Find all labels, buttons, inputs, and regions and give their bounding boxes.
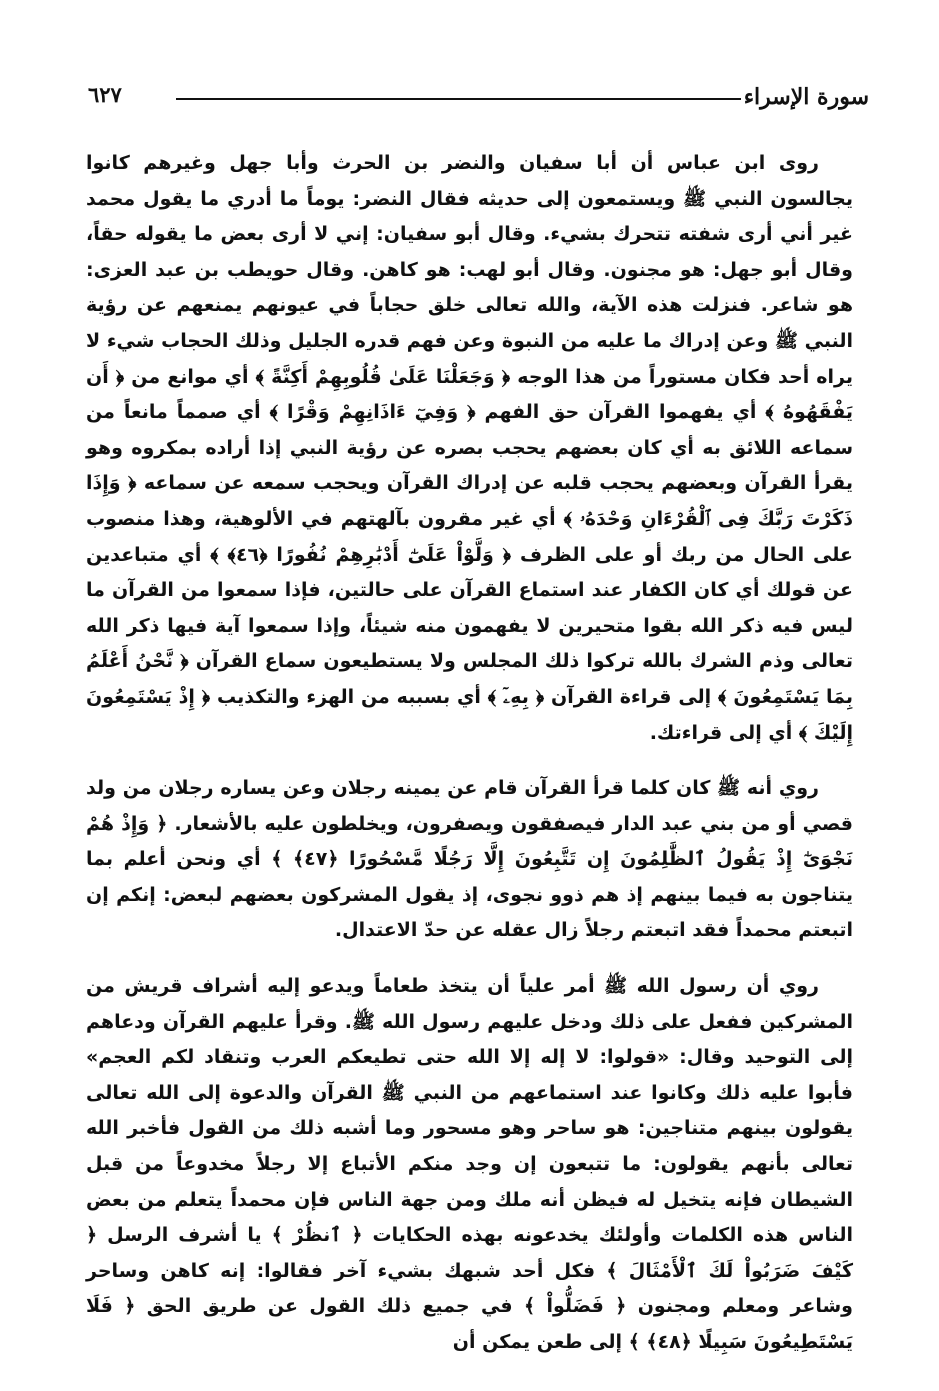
paragraph-3: روي أن رسول الله ﷺ أمر علياً أن يتخذ طعاماً ويدعو إليه أشراف قريش من المشركين ففعل على ذلك ودخل عليهم رسول الله ﷺ. وقرأ عليهم القرآن ودعاهم إلى التوحيد وقال: «قولوا: لا إله إلا الله حتى تطيعكم العرب وتنقاد لكم العجم» فأبوا عليه ذلك وكانوا عند استماعهم من النبي ﷺ القرآن والدعوة إلى الله تعالى يقولون بينهم متناجين: هو ساحر وهو مسحور وما أشبه ذلك من القول فأخبر الله تعالى بأنهم يقولون: ما تتبعون إن وجد منكم الأتباع إلا رجلاً مخدوعاً من قبل الشيطان فإنه يتخيل له فيظن أنه ملك ومن جهة الناس فإن محمداً يتعلم من بعض الناس هذه الكلمات وأولئك يخدعونه بهذه الحكايات ﴿ ٱنظُرْ ﴾ يا أشرف الرسل ﴿ كَيْفَ ضَرَبُواْ لَكَ ٱلْأَمْثَالَ ﴾ فكل أحد شبهك بشيء آخر فقالوا: إنه كاهن وساحر وشاعر ومعلم ومجنون ﴿ فَضَلُّواْ ﴾ في جميع ذلك القول عن طريق الحق ﴿ فَلَا يَسْتَطِيعُونَ سَبِيلًا ﴿٤٨﴾ ﴾ إلى طعن يمكن أن (86, 975, 853, 1353)
page-body (86, 146, 853, 1361)
header-rule (176, 98, 741, 100)
running-title: سورة الإسراء (743, 84, 869, 110)
page-header (88, 80, 869, 120)
paragraph-2: روي أنه ﷺ كان كلما قرأ القرآن قام عن يمينه رجلان وعن يساره رجلان من ولد قصي أو من بني عبد الدار فيصفقون ويصفرون، ويخلطون عليه بالأشعار. ﴿ وَإِذْ هُمْ نَجْوَىٰٓ إِذْ يَقُولُ ٱلظَّٰلِمُونَ إِن تَتَّبِعُونَ إِلَّا رَجُلًا مَّسْحُورًا ﴿٤٧﴾ ﴾ أي ونحن أعلم بما يتناجون به فيما بينهم إذ هم ذوو نجوى، إذ يقول المشركون بعضهم لبعض: إنكم إن اتبعتم محمداً فقد اتبعتم رجلاً زال عقله عن حدّ الاعتدال. (86, 777, 854, 942)
paragraph-1: روى ابن عباس أن أبا سفيان والنضر بن الحرث وأبا جهل وغيرهم كانوا يجالسون النبي ﷺ ويستمعون إلى حديثه فقال النضر: يوماً ما أدري ما يقول محمد غير أني أرى شفته تتحرك بشيء. وقال أبو سفيان: إني لا أرى بعض ما يقوله حقاً، وقال أبو جهل: هو مجنون. وقال أبو لهب: هو كاهن. وقال حويطب بن عبد العزى: هو شاعر. فنزلت هذه الآية، والله تعالى خلق حجاباً في عيونهم يمنعهم عن رؤية النبي ﷺ وعن إدراك ما عليه من النبوة وعن فهم قدره الجليل وذلك الحجاب شيء لا يراه أحد فكان مستوراً من هذا الوجه ﴿ وَجَعَلْنَا عَلَىٰ قُلُوبِهِمْ أَكِنَّةً ﴾ أي موانع من ﴿ أَن يَفْقَهُوهُ ﴾ أي يفهموا القرآن حق الفهم ﴿ وَفِيٓ ءَاذَانِهِمْ وَقْرًا ﴾ أي صمماً مانعاً من سماعه اللائق به أي كان بعضهم يحجب بصره عن رؤية النبي إذا أراده بمكروه وهو يقرأ القرآن وبعضهم يحجب قلبه عن إدراك القرآن ويحجب سمعه عن سماعه ﴿ وَإِذَا ذَكَرْتَ رَبَّكَ فِى ٱلْقُرْءَانِ وَحْدَهُۥ ﴾ أي غير مقرون بآلهتهم في الألوهية، وهذا منصوب على الحال من ربك أو على الظرف ﴿ وَلَّوْاْ عَلَىٰٓ أَدْبَٰرِهِمْ نُفُورًا ﴿٤٦﴾ ﴾ أي متباعدين عن قولك أي كان الكفار عند استماع القرآن على حالتين، فإذا سمعوا من القرآن ما ليس فيه ذكر الله بقوا متحيرين لا يفهمون منه شيئاً، وإذا سمعوا آية فيها ذكر الله تعالى وذم الشرك بالله تركوا ذلك المجلس ولا يستطيعون سماع القرآن ﴿ نَّحْنُ أَعْلَمُ بِمَا يَسْتَمِعُونَ ﴾ إلى قراءة القرآن ﴿ بِهِۦٓ ﴾ أي بسببه من الهزء والتكذيب ﴿ إِذْ يَسْتَمِعُونَ إِلَيْكَ ﴾ أي إلى قراءتك. (86, 152, 854, 744)
page-number: ٦٢٧ (88, 82, 122, 107)
